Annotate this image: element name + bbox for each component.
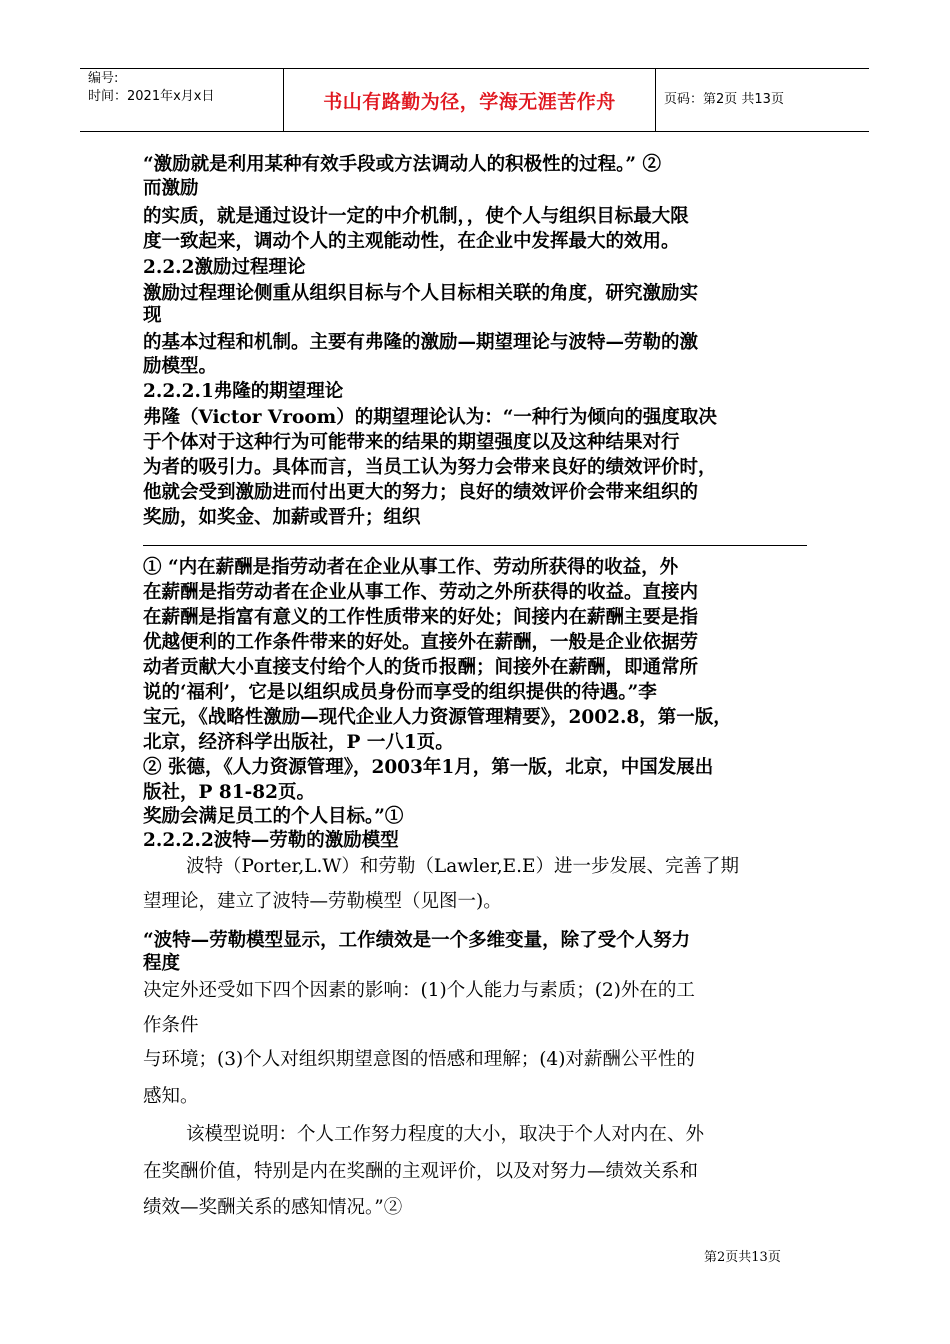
section-heading: 2.2.2.1弗隆的期望理论 (143, 381, 344, 402)
header-motto: 书山有路勤为径，学海无涯苦作舟 (323, 90, 616, 113)
body-line: 绩效—奖酬关系的感知情况。”② (143, 1197, 403, 1218)
body-line: 的基本过程和机制。主要有弗隆的激励—期望理论与波特—劳勒的激 (143, 332, 699, 353)
header-right-cell (656, 69, 869, 131)
body-line: 奖励，如奖金、加薪或晋升；组织 (143, 507, 421, 528)
body-line: 波特（Porter,L.W）和劳勒（Lawler,E.E）进一步发展、完善了期 (186, 856, 740, 877)
body-line: 他就会受到激励进而付出更大的努力；良好的绩效评价会带来组织的 (143, 482, 699, 503)
footnote-line: 宝元，《战略性激励—现代企业人力资源管理精要》，2002.8，第一版， (143, 707, 732, 728)
body-line: 于个体对于这种行为可能带来的结果的期望强度以及这种结果对行 (143, 432, 680, 453)
body-line: 励模型。 (143, 356, 218, 377)
page-footer: 第2页共13页 (704, 1250, 781, 1265)
page-header (80, 68, 869, 132)
body-line: 奖励会满足员工的个人目标。”① (143, 806, 404, 827)
body-line: 而激励 (143, 178, 199, 199)
body-line: 与环境；(3)个人对组织期望意图的悟感和理解；(4)对薪酬公平性的 (143, 1049, 695, 1070)
body-line: 决定外还受如下四个因素的影响：(1)个人能力与素质；(2)外在的工 (143, 980, 695, 1001)
body-line: 该模型说明：个人工作努力程度的大小，取决于个人对内在、外 (186, 1124, 705, 1145)
document-number-label: 编号: (88, 71, 119, 86)
body-line: “激励就是利用某种有效手段或方法调动人的积极性的过程。” ② (143, 154, 661, 175)
footnote-line: ① “内在薪酬是指劳动者在企业从事工作、劳动所获得的收益，外 (143, 557, 679, 578)
body-line: 现 (143, 305, 162, 326)
footnote-line: ② 张德，《人力资源管理》，2003年1月，第一版，北京，中国发展出 (143, 757, 714, 778)
footnote-line: 在薪酬是指劳动者在企业从事工作、劳动之外所获得的收益。直接内 (143, 582, 699, 603)
footnote-line: 北京，经济科学出版社，P 一八1页。 (143, 732, 454, 753)
header-page-code: 页码：第2页 共13页 (664, 92, 784, 107)
body-line: 在奖酬价值，特别是内在奖酬的主观评价，以及对努力—绩效关系和 (143, 1161, 699, 1182)
body-line: 的实质，就是通过设计一定的中介机制，，使个人与组织目标最大限 (143, 206, 689, 227)
footnote-line: 说的‘福利’，它是以组织成员身份而享受的组织提供的待遇。”李 (143, 682, 657, 703)
section-heading: 2.2.2.2波特—劳勒的激励模型 (143, 830, 399, 851)
footnote-line: 动者贡献大小直接支付给个人的货币报酬；间接外在薪酬，即通常所 (143, 657, 699, 678)
body-line: 感知。 (143, 1086, 199, 1107)
section-heading: 2.2.2激励过程理论 (143, 257, 306, 278)
body-line: 弗隆（Victor Vroom）的期望理论认为：“一种行为倾向的强度取决 (143, 407, 717, 428)
footnote-line: 优越便利的工作条件带来的好处。直接外在薪酬，一般是企业依据劳 (143, 632, 699, 653)
footnote-line: 版社，P 81-82页。 (143, 782, 316, 803)
body-line: 望理论，建立了波特—劳勒模型（见图一)。 (143, 891, 502, 912)
body-line: 激励过程理论侧重从组织目标与个人目标相关联的角度，研究激励实 (143, 283, 699, 304)
body-line: 作条件 (143, 1015, 199, 1036)
header-center-cell (283, 69, 656, 131)
body-line: 程度 (143, 953, 181, 974)
body-line: 度一致起来，调动个人的主观能动性，在企业中发挥最大的效用。 (143, 231, 680, 252)
footnote-line: 在薪酬是指富有意义的工作性质带来的好处；间接内在薪酬主要是指 (143, 607, 699, 628)
footnote-separator (143, 545, 807, 546)
body-line: “波特—劳勒模型显示，工作绩效是一个多维变量，除了受个人努力 (143, 930, 691, 951)
body-line: 为者的吸引力。具体而言，当员工认为努力会带来良好的绩效评价时， (143, 457, 717, 478)
document-time-label: 时间：2021年x月x日 (88, 89, 215, 104)
header-left-cell (80, 69, 282, 131)
